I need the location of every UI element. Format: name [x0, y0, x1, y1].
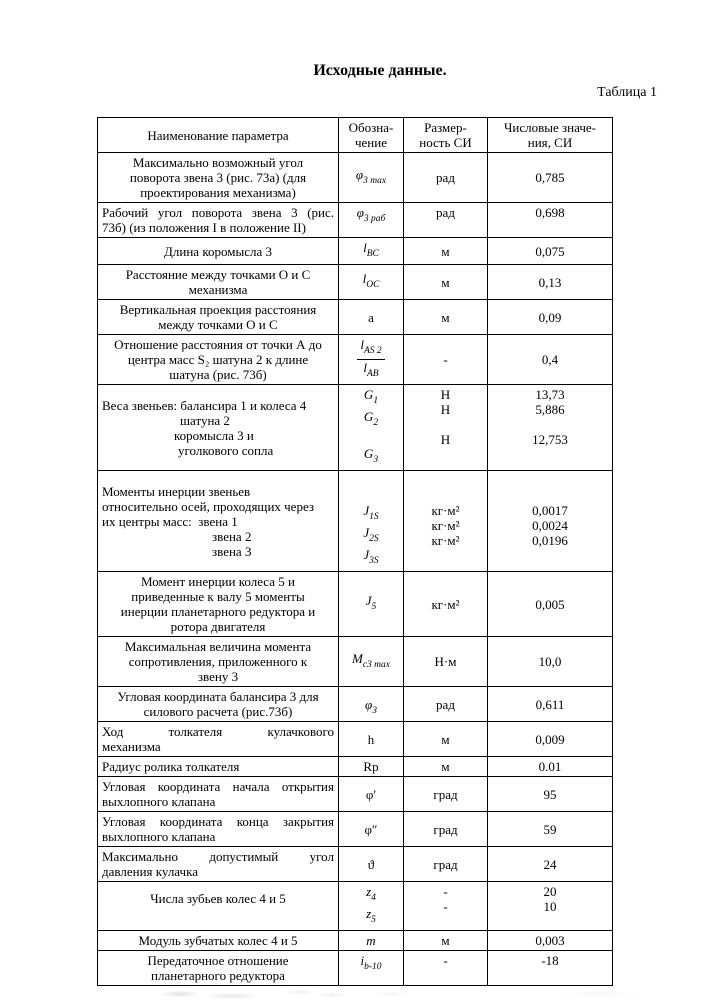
table-row	[98, 637, 613, 687]
unit-cell	[404, 687, 488, 722]
cell-line	[343, 473, 399, 488]
cell-line: Числа зубьев колес 4 и 5	[150, 891, 286, 906]
cell-line: уголкового сопла	[178, 442, 274, 458]
symbol-fragment: φ	[356, 205, 364, 220]
table-row	[98, 931, 613, 951]
value-cell	[488, 265, 613, 300]
cell-line	[343, 387, 399, 409]
symbol-fragment: G	[363, 387, 374, 402]
unit-cell	[404, 471, 488, 572]
cell-line: Максимальная величина момента	[124, 639, 312, 654]
symbol-cell	[339, 471, 404, 572]
table-caption: Таблица 1	[597, 85, 657, 100]
symbol-fragment: 1S	[369, 512, 379, 522]
value-cell	[488, 722, 613, 757]
symbol-fragment: i	[360, 953, 365, 968]
cell-line	[492, 473, 608, 488]
symbol-cell	[339, 238, 404, 265]
symbol-cell	[339, 757, 404, 777]
symbol-fragment: h	[367, 731, 375, 747]
symbol-fragment: J	[363, 547, 370, 562]
cell-line	[408, 488, 483, 503]
symbol-cell	[339, 882, 404, 931]
symbol-cell	[339, 637, 404, 687]
unit-cell	[404, 238, 488, 265]
cell-line	[408, 417, 483, 432]
cell-line: кг·м²	[431, 533, 460, 548]
symbol-fragment: φ	[365, 697, 373, 712]
unit-cell	[404, 153, 488, 203]
table-row	[98, 777, 613, 812]
table-header-row	[98, 118, 613, 153]
symbol-fragment: AB	[367, 369, 379, 379]
cell-line	[408, 473, 483, 488]
cell-line: Числовые значе-	[503, 120, 597, 135]
symbol-fragment: 2	[373, 418, 379, 428]
cell-line: Угловая координата начала открытия	[102, 779, 334, 794]
symbol-cell	[339, 847, 404, 882]
unit-cell	[404, 777, 488, 812]
symbol-fragment: l	[360, 337, 364, 352]
cell-line	[343, 759, 399, 774]
cell-line: 0,0196	[532, 533, 568, 548]
cell-line: град	[433, 786, 458, 802]
parameters-table	[97, 117, 613, 986]
unit-cell	[404, 812, 488, 847]
cell-line: кг·м²	[431, 503, 460, 518]
param-cell	[98, 637, 339, 687]
fraction-symbol	[357, 338, 384, 381]
cell-line	[343, 547, 399, 569]
header-cell-0	[98, 118, 339, 153]
cell-line	[343, 167, 399, 189]
cell-line	[343, 503, 399, 525]
symbol-fragment: 5	[371, 915, 376, 925]
symbol-cell	[339, 385, 404, 471]
value-cell	[488, 882, 613, 931]
cell-line	[492, 488, 608, 503]
symbol-fragment: 5	[371, 602, 377, 612]
header-cell-3	[488, 118, 613, 153]
value-cell	[488, 757, 613, 777]
unit-cell	[404, 203, 488, 238]
symbol-fragment: 3	[373, 455, 379, 465]
fraction-denominator	[357, 360, 384, 381]
table-row	[98, 238, 613, 265]
cell-line: рад	[436, 205, 455, 220]
param-cell	[98, 385, 339, 471]
value-cell	[488, 777, 613, 812]
symbol-fragment: l	[362, 271, 367, 286]
cell-line: Ход толкателя кулачкового	[102, 724, 334, 739]
param-cell	[98, 757, 339, 777]
cell-line: Угловая координата балансира 3 для	[117, 689, 319, 704]
cell-line	[343, 732, 399, 747]
cell-line	[343, 884, 399, 906]
cell-line: инерции планетарного редуктора и	[120, 604, 316, 619]
unit-cell	[404, 757, 488, 777]
cell-line: звена 2	[212, 528, 252, 544]
table-row	[98, 265, 613, 300]
param-cell	[98, 687, 339, 722]
table-head	[98, 118, 613, 153]
cell-line: Н·м	[434, 654, 457, 669]
cell-line: Длина коромысла 3	[164, 243, 272, 259]
cell-line: Максимально допустимый угол	[102, 849, 334, 864]
value-cell	[488, 153, 613, 203]
symbol-fragment: 1	[373, 396, 379, 406]
symbol-fragment: 3 max	[363, 175, 387, 186]
table-row	[98, 203, 613, 238]
param-cell	[98, 882, 339, 931]
symbol-cell	[339, 777, 404, 812]
symbol-fragment: 3 раб	[363, 214, 386, 224]
param-cell	[98, 203, 339, 238]
symbol-fragment: z	[366, 884, 372, 899]
cell-line	[343, 787, 399, 802]
value-cell	[488, 687, 613, 722]
value-cell	[488, 847, 613, 882]
symbol-fragment: 3	[372, 706, 377, 716]
cell-line	[343, 310, 399, 325]
cell-line	[343, 651, 399, 673]
cell-line: Модуль зубчатых колес 4 и 5	[138, 933, 298, 948]
table-row	[98, 757, 613, 777]
cell-line	[343, 933, 399, 948]
cell-line: относительно осей, проходящих через	[102, 498, 315, 514]
table-row	[98, 687, 613, 722]
cell-line: между точками О и С	[158, 317, 278, 332]
param-cell	[98, 847, 339, 882]
cell-line	[343, 697, 399, 719]
cell-line: 0,0017	[532, 503, 568, 518]
cell-line: ность СИ	[419, 135, 472, 150]
table-row	[98, 572, 613, 637]
param-cell	[98, 951, 339, 986]
cell-line: -	[443, 953, 448, 968]
value-cell	[488, 385, 613, 471]
symbol-fragment: l	[363, 240, 367, 255]
cell-line: м	[441, 274, 450, 290]
symbol-fragment: M	[351, 650, 363, 666]
unit-cell	[404, 882, 488, 931]
cell-line: 0.01	[538, 759, 562, 774]
cell-line: Рабочий угол поворота звена 3 (рис.	[102, 205, 334, 220]
cell-line	[343, 857, 399, 872]
table-row	[98, 153, 613, 203]
cell-line: их центры масс: звена 1	[102, 513, 238, 529]
cell-line	[492, 417, 608, 432]
cell-line: 0,009	[535, 731, 565, 747]
value-cell	[488, 300, 613, 335]
symbol-cell	[339, 335, 404, 385]
symbol-fragment: OC	[366, 280, 380, 290]
cell-line: поворота звена 3 (рис. 73а) (для	[129, 170, 307, 185]
document-title: Исходные данные.	[313, 62, 447, 79]
symbol-fragment: 2S	[369, 534, 379, 544]
cell-line	[343, 906, 399, 928]
symbol-cell	[339, 203, 404, 238]
cell-line: проектирования механизма)	[140, 185, 296, 200]
symbol-cell	[339, 722, 404, 757]
cell-line: м	[441, 933, 450, 948]
value-cell	[488, 471, 613, 572]
value-cell	[488, 812, 613, 847]
cell-line	[343, 205, 399, 227]
cell-line: звену 3	[197, 669, 239, 684]
cell-line	[343, 409, 399, 431]
table-row	[98, 951, 613, 986]
cell-line: рад	[436, 170, 455, 185]
symbol-fragment: G	[363, 446, 374, 461]
cell-line: 59	[543, 821, 557, 837]
cell-line: 0,698	[535, 205, 565, 220]
cell-line: планетарного редуктора	[151, 968, 285, 983]
cell-line: Момент инерции колеса 5 и	[141, 574, 295, 589]
cell-line: 0,09	[538, 309, 562, 325]
param-cell	[98, 238, 339, 265]
param-cell	[98, 777, 339, 812]
cell-line: выхлопного клапана	[102, 794, 216, 809]
cell-line: Угловая координата конца закрытия	[102, 814, 334, 829]
symbol-fragment: 4	[371, 893, 376, 903]
unit-cell	[404, 637, 488, 687]
symbol-cell	[339, 687, 404, 722]
cell-line: Обозна-	[348, 120, 394, 135]
cell-line: давления кулачка	[102, 864, 198, 879]
cell-line	[343, 525, 399, 547]
cell-line: Радиус ролика толкателя	[102, 759, 240, 774]
cell-line: -	[443, 899, 448, 914]
scan-noise-artifact	[0, 988, 708, 1000]
cell-line: Размер-	[424, 120, 467, 135]
cell-line: приведенные к валу 5 моменты	[131, 589, 305, 604]
cell-line: 0,13	[538, 274, 562, 290]
symbol-fragment: BC	[366, 249, 379, 259]
cell-line: сопротивления, приложенного к	[128, 654, 308, 669]
cell-line	[343, 240, 399, 262]
table-row	[98, 812, 613, 847]
cell-line: коромысла 3 и	[174, 427, 254, 443]
symbol-fragment: G	[363, 409, 374, 424]
cell-line: Расстояние между точками О и С	[125, 267, 311, 282]
fraction-numerator	[357, 338, 384, 360]
symbol-cell	[339, 265, 404, 300]
cell-line: 0,003	[535, 933, 565, 948]
cell-line: 0,075	[535, 243, 565, 259]
symbol-fragment: AS 2	[363, 346, 382, 356]
cell-line: Н	[440, 402, 451, 417]
symbol-fragment: m	[366, 933, 376, 948]
cell-line: Отношение расстояния от точки А до	[114, 337, 322, 352]
symbol-fragment: a	[368, 309, 374, 325]
cell-line: 0,785	[535, 170, 565, 185]
cell-line: 0,005	[535, 596, 565, 612]
cell-line: кг·м²	[431, 518, 460, 533]
symbol-fragment: Rp	[363, 759, 379, 774]
symbol-cell	[339, 300, 404, 335]
table-row	[98, 385, 613, 471]
cell-line: 10,0	[538, 654, 562, 669]
cell-line	[343, 822, 399, 837]
param-cell	[98, 153, 339, 203]
symbol-cell	[339, 812, 404, 847]
table-row	[98, 471, 613, 572]
cell-line: 95	[543, 786, 557, 802]
cell-line	[343, 953, 399, 975]
param-cell	[98, 300, 339, 335]
symbol-fragment: l	[363, 360, 367, 375]
cell-line: Н	[440, 432, 451, 447]
cell-line: силового расчета (рис.73б)	[143, 704, 293, 719]
cell-line	[343, 431, 399, 446]
symbol-fragment: z	[366, 906, 372, 921]
cell-line: кг·м²	[431, 596, 460, 612]
value-cell	[488, 951, 613, 986]
cell-line	[343, 271, 399, 293]
value-cell	[488, 931, 613, 951]
unit-cell	[404, 335, 488, 385]
unit-cell	[404, 572, 488, 637]
cell-line: шатуна (рис. 73б)	[169, 367, 267, 382]
symbol-fragment: c3 max	[362, 659, 390, 670]
symbol-fragment: ϑ	[367, 856, 375, 872]
table-row	[98, 722, 613, 757]
symbol-cell	[339, 572, 404, 637]
table-row	[98, 882, 613, 931]
cell-line: Наименование параметра	[147, 127, 289, 143]
header-cell-2	[404, 118, 488, 153]
cell-line: Веса звеньев: балансира 1 и колеса 4	[102, 397, 307, 413]
symbol-fragment: φ′	[365, 786, 377, 802]
param-cell	[98, 335, 339, 385]
symbol-fragment: J	[363, 525, 370, 540]
cell-line: 0,0024	[532, 518, 568, 533]
param-cell	[98, 471, 339, 572]
symbol-cell	[339, 153, 404, 203]
cell-line	[343, 593, 399, 615]
cell-line: Н	[440, 387, 451, 402]
unit-cell	[404, 847, 488, 882]
cell-line: шатуна 2	[180, 412, 230, 428]
cell-line: Передаточное отношение	[147, 953, 289, 968]
symbol-fragment: φ	[355, 166, 364, 182]
cell-line: м	[441, 309, 450, 325]
cell-line: град	[433, 856, 458, 872]
cell-line	[102, 906, 334, 921]
value-cell	[488, 238, 613, 265]
table-row	[98, 300, 613, 335]
cell-line: звена 3	[212, 543, 252, 559]
unit-cell	[404, 265, 488, 300]
cell-line: 10	[543, 899, 557, 914]
param-cell	[98, 722, 339, 757]
value-cell	[488, 637, 613, 687]
param-cell	[98, 931, 339, 951]
symbol-fragment: J	[365, 593, 372, 608]
unit-cell	[404, 951, 488, 986]
symbol-cell	[339, 931, 404, 951]
cell-line: град	[433, 821, 458, 837]
param-cell	[98, 812, 339, 847]
value-cell	[488, 203, 613, 238]
param-cell	[98, 265, 339, 300]
cell-line: м	[441, 243, 450, 259]
cell-line: -18	[541, 953, 559, 968]
cell-line: ротора двигателя	[170, 619, 266, 634]
cell-line: 24	[543, 856, 557, 872]
cell-line: 12,753	[532, 432, 568, 447]
cell-line: 5,886	[535, 402, 565, 417]
cell-line: центра масс S₂ шатуна 2 к длине	[127, 352, 309, 367]
cell-line: механизма	[188, 282, 248, 297]
symbol-fragment: φ″	[364, 821, 378, 837]
cell-line: 20	[543, 884, 557, 899]
cell-line	[343, 446, 399, 468]
cell-line: ния, СИ	[527, 135, 573, 150]
cell-line: -	[443, 884, 448, 899]
table-body	[98, 153, 613, 986]
table-row	[98, 847, 613, 882]
cell-line: м	[441, 759, 450, 774]
value-cell	[488, 335, 613, 385]
cell-line: м	[441, 731, 450, 747]
header-cell-1	[339, 118, 404, 153]
unit-cell	[404, 931, 488, 951]
unit-cell	[404, 385, 488, 471]
cell-line: 0,611	[535, 696, 565, 712]
symbol-cell	[339, 951, 404, 986]
table-row	[98, 335, 613, 385]
symbol-fragment: J	[363, 503, 370, 518]
cell-line: механизма	[102, 739, 161, 754]
symbol-fragment: 3S	[369, 556, 379, 566]
param-cell	[98, 572, 339, 637]
cell-line: 0,4	[541, 352, 559, 367]
cell-line: Максимально возможный угол	[132, 155, 304, 170]
cell-line: Вертикальная проекция расстояния	[119, 302, 317, 317]
cell-line: выхлопного клапана	[102, 829, 216, 844]
cell-line	[343, 488, 399, 503]
value-cell	[488, 572, 613, 637]
unit-cell	[404, 300, 488, 335]
symbol-fragment: b-10	[364, 962, 382, 972]
cell-line: -	[443, 352, 448, 367]
cell-line: 13,73	[535, 387, 565, 402]
cell-line: чение	[355, 135, 387, 150]
cell-line: 73б) (из положения I в положение II)	[102, 220, 306, 235]
cell-line: Моменты инерции звеньев	[102, 483, 251, 499]
cell-line: рад	[436, 696, 455, 712]
unit-cell	[404, 722, 488, 757]
